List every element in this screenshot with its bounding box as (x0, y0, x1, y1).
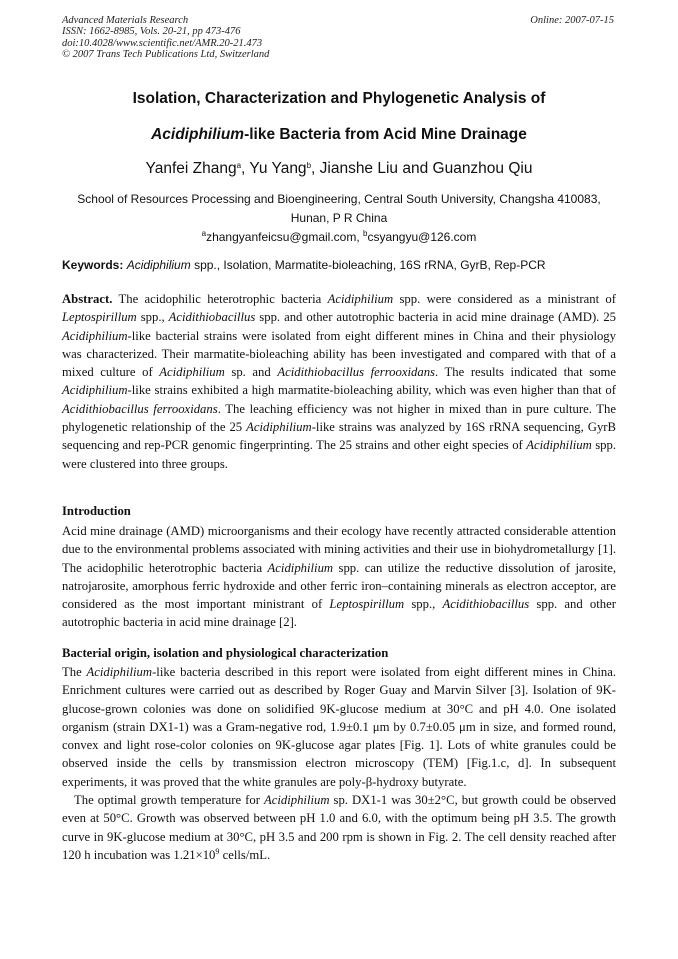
email-a: zhangyanfeicsu@gmail.com, (206, 230, 363, 244)
abstract-italic: Acidithiobacillus ferrooxidans (62, 401, 218, 416)
abstract-text: -like bacterial strains were isolated from eight different mines in China and their physiology was characterized. Their marmatite-bioleaching ability has been investigated and compared with that of a mixed culture of (62, 328, 616, 380)
authors-rest: , Jianshe Liu and Guanzhou Qiu (311, 160, 533, 177)
abstract-text: spp. were considered as a ministrant of (393, 292, 617, 306)
email-b-sup: b (363, 229, 368, 238)
paragraph-2 (62, 791, 616, 864)
abstract (62, 290, 616, 473)
email-a-sup: a (201, 229, 207, 238)
abstract-italic: Acidiphilium (62, 383, 128, 398)
journal-doi: doi:10.4028/www.scientific.net/AMR.20-21.473 (62, 37, 263, 49)
title-genus: Acidiphilium (151, 126, 245, 143)
online-date: Online: 2007-07-15 (530, 15, 614, 26)
affiliation: School of Resources Processing and Bioengineering, Central South University, Changsha 410083, Hunan, P R China (77, 192, 601, 225)
keywords-label: Keywords: (62, 258, 124, 272)
abstract-text: . The leaching efficiency was not higher in mixed than in pure culture. The phylogenetic relationship of the 25 (62, 401, 616, 435)
abstract-text: -like strains exhibited a high marmatite-bioleaching ability, which was even higher than that of (127, 383, 616, 398)
abstract-text: spp. were clustered into three groups. (62, 438, 617, 471)
section-italic: Acidiphilium (86, 665, 153, 679)
introduction-paragraph (62, 522, 616, 632)
bacterial-origin-section (62, 663, 616, 864)
author-separator: , (241, 160, 250, 177)
paragraph-1 (62, 663, 616, 791)
author-1: Yanfei Zhang (145, 160, 237, 177)
abstract-text: . The results indicated that some (435, 365, 617, 380)
section-heading-bacterial-origin: Bacterial origin, isolation and physiological characterization (62, 646, 389, 660)
title-rest: -like Bacteria from Acid Mine Drainage (244, 126, 527, 143)
abstract-italic: Acidithiobacillus ferrooxidans (277, 365, 435, 380)
abstract-text: spp., (136, 310, 169, 325)
abstract-italic: Acidiphilium (246, 420, 312, 435)
abstract-italic: Acidiphilium (62, 328, 128, 343)
keywords-list: spp., Isolation, Marmatite-bioleaching, 16S rRNA, GyrB, Rep-PCR (190, 258, 546, 272)
author-emails (40, 230, 638, 244)
abstract-text: sp. and (224, 365, 278, 380)
abstract-text: spp. and other autotrophic bacteria in acid mine drainage (AMD). 25 (255, 310, 617, 325)
keyword-genus: Acidiphilium (126, 258, 191, 272)
abstract-italic: Acidithiobacillus (168, 310, 256, 325)
section-text: -like bacteria described in this report were isolated from eight different mines in China. Enrichment cultures were carried out as described by Roger Guay and Marvin Silver [3]. Isolation of 9K-glucose-grown colonies was done on solidified 9K-glucose medium at 30°C and pH 4.0. One isolated organism (strain DX1-1) was a Gram-negative rod, 1.9±0.1 μm by 0.7±0.05 μm in size, and formed round, convex and light rose-color colonies on 9K-glucose agar plates [Fig. 1]. Lots of white granules could be observed inside the cells by transmission electron microscopy (TEM) [Fig.1.c, d]. In subsequent experiments, it was proved that the white granules are poly-β-hydroxy butyrate. (62, 665, 616, 789)
abstract-text: The acidophilic heterotrophic bacteria (112, 292, 328, 306)
abstract-italic: Leptospirillum (62, 310, 137, 325)
abstract-italic: Acidiphilium (526, 438, 592, 453)
exponent: 9 (215, 846, 220, 856)
intro-italic: Leptospirillum (329, 597, 405, 612)
keywords (62, 258, 616, 272)
abstract-text: -like strains was analyzed by 16S rRNA sequencing, GyrB sequencing and rep-PCR genomic fingerprinting. The 25 strains and other eight species of (62, 420, 616, 453)
intro-text: spp. and other autotrophic bacteria in acid mine drainage [2]. (62, 597, 616, 630)
section-text: The (62, 665, 87, 679)
section-heading-introduction: Introduction (62, 504, 131, 518)
abstract-italic: Acidiphilium (327, 292, 394, 306)
paper-title-line2 (40, 126, 638, 144)
intro-text: Acid mine drainage (AMD) microorganisms and their ecology have recently attracted considerable attention due to the environmental problems associated with mining activities and their use in biohydrometallurgy [1]. The acidophilic heterotrophic bacteria (62, 524, 616, 575)
section-italic: Acidiphilium (263, 793, 330, 808)
intro-italic: Acidithiobacillus (442, 597, 530, 612)
abstract-label: Abstract. (62, 292, 113, 306)
section-text: The optimal growth temperature for (74, 793, 264, 808)
intro-text: spp. can utilize the reductive dissolution of jarosite, natrojarosite, amorphous ferric hydroxide and other ferric iron–containing minerals as electron acceptor, are considered as the most important ministrant of (62, 560, 616, 612)
intro-text: spp., (404, 597, 443, 612)
journal-issn: ISSN: 1662-8985, Vols. 20-21, pp 473-476 (62, 26, 241, 38)
abstract-italic: Acidiphilium (159, 365, 225, 380)
section-text: sp. DX1-1 was 30±2°C, but growth could be observed even at 50°C. Growth was observed between pH 1.0 and 6.0, with the optimum being pH 3.5. The growth curve in 9K-glucose medium at 30°C, pH 3.5 and 200 rpm is shown in Fig. 2. The cell density reached after 120 h incubation was 1.21×10 (62, 793, 616, 862)
journal-name: Advanced Materials Research (62, 15, 189, 26)
email-b: csyangyu@126.com (367, 230, 477, 244)
journal-copyright: © 2007 Trans Tech Publications Ltd, Switzerland (62, 48, 270, 60)
section-text: cells/mL. (219, 847, 271, 862)
intro-italic: Acidiphilium (267, 560, 334, 575)
paper-title-line1: Isolation, Characterization and Phylogenetic Analysis of (132, 90, 546, 107)
author-list (40, 160, 638, 178)
author-1-sup: a (236, 161, 242, 170)
journal-header (62, 15, 269, 60)
author-2: Yu Yang (249, 160, 307, 177)
author-2-sup: b (306, 161, 312, 170)
